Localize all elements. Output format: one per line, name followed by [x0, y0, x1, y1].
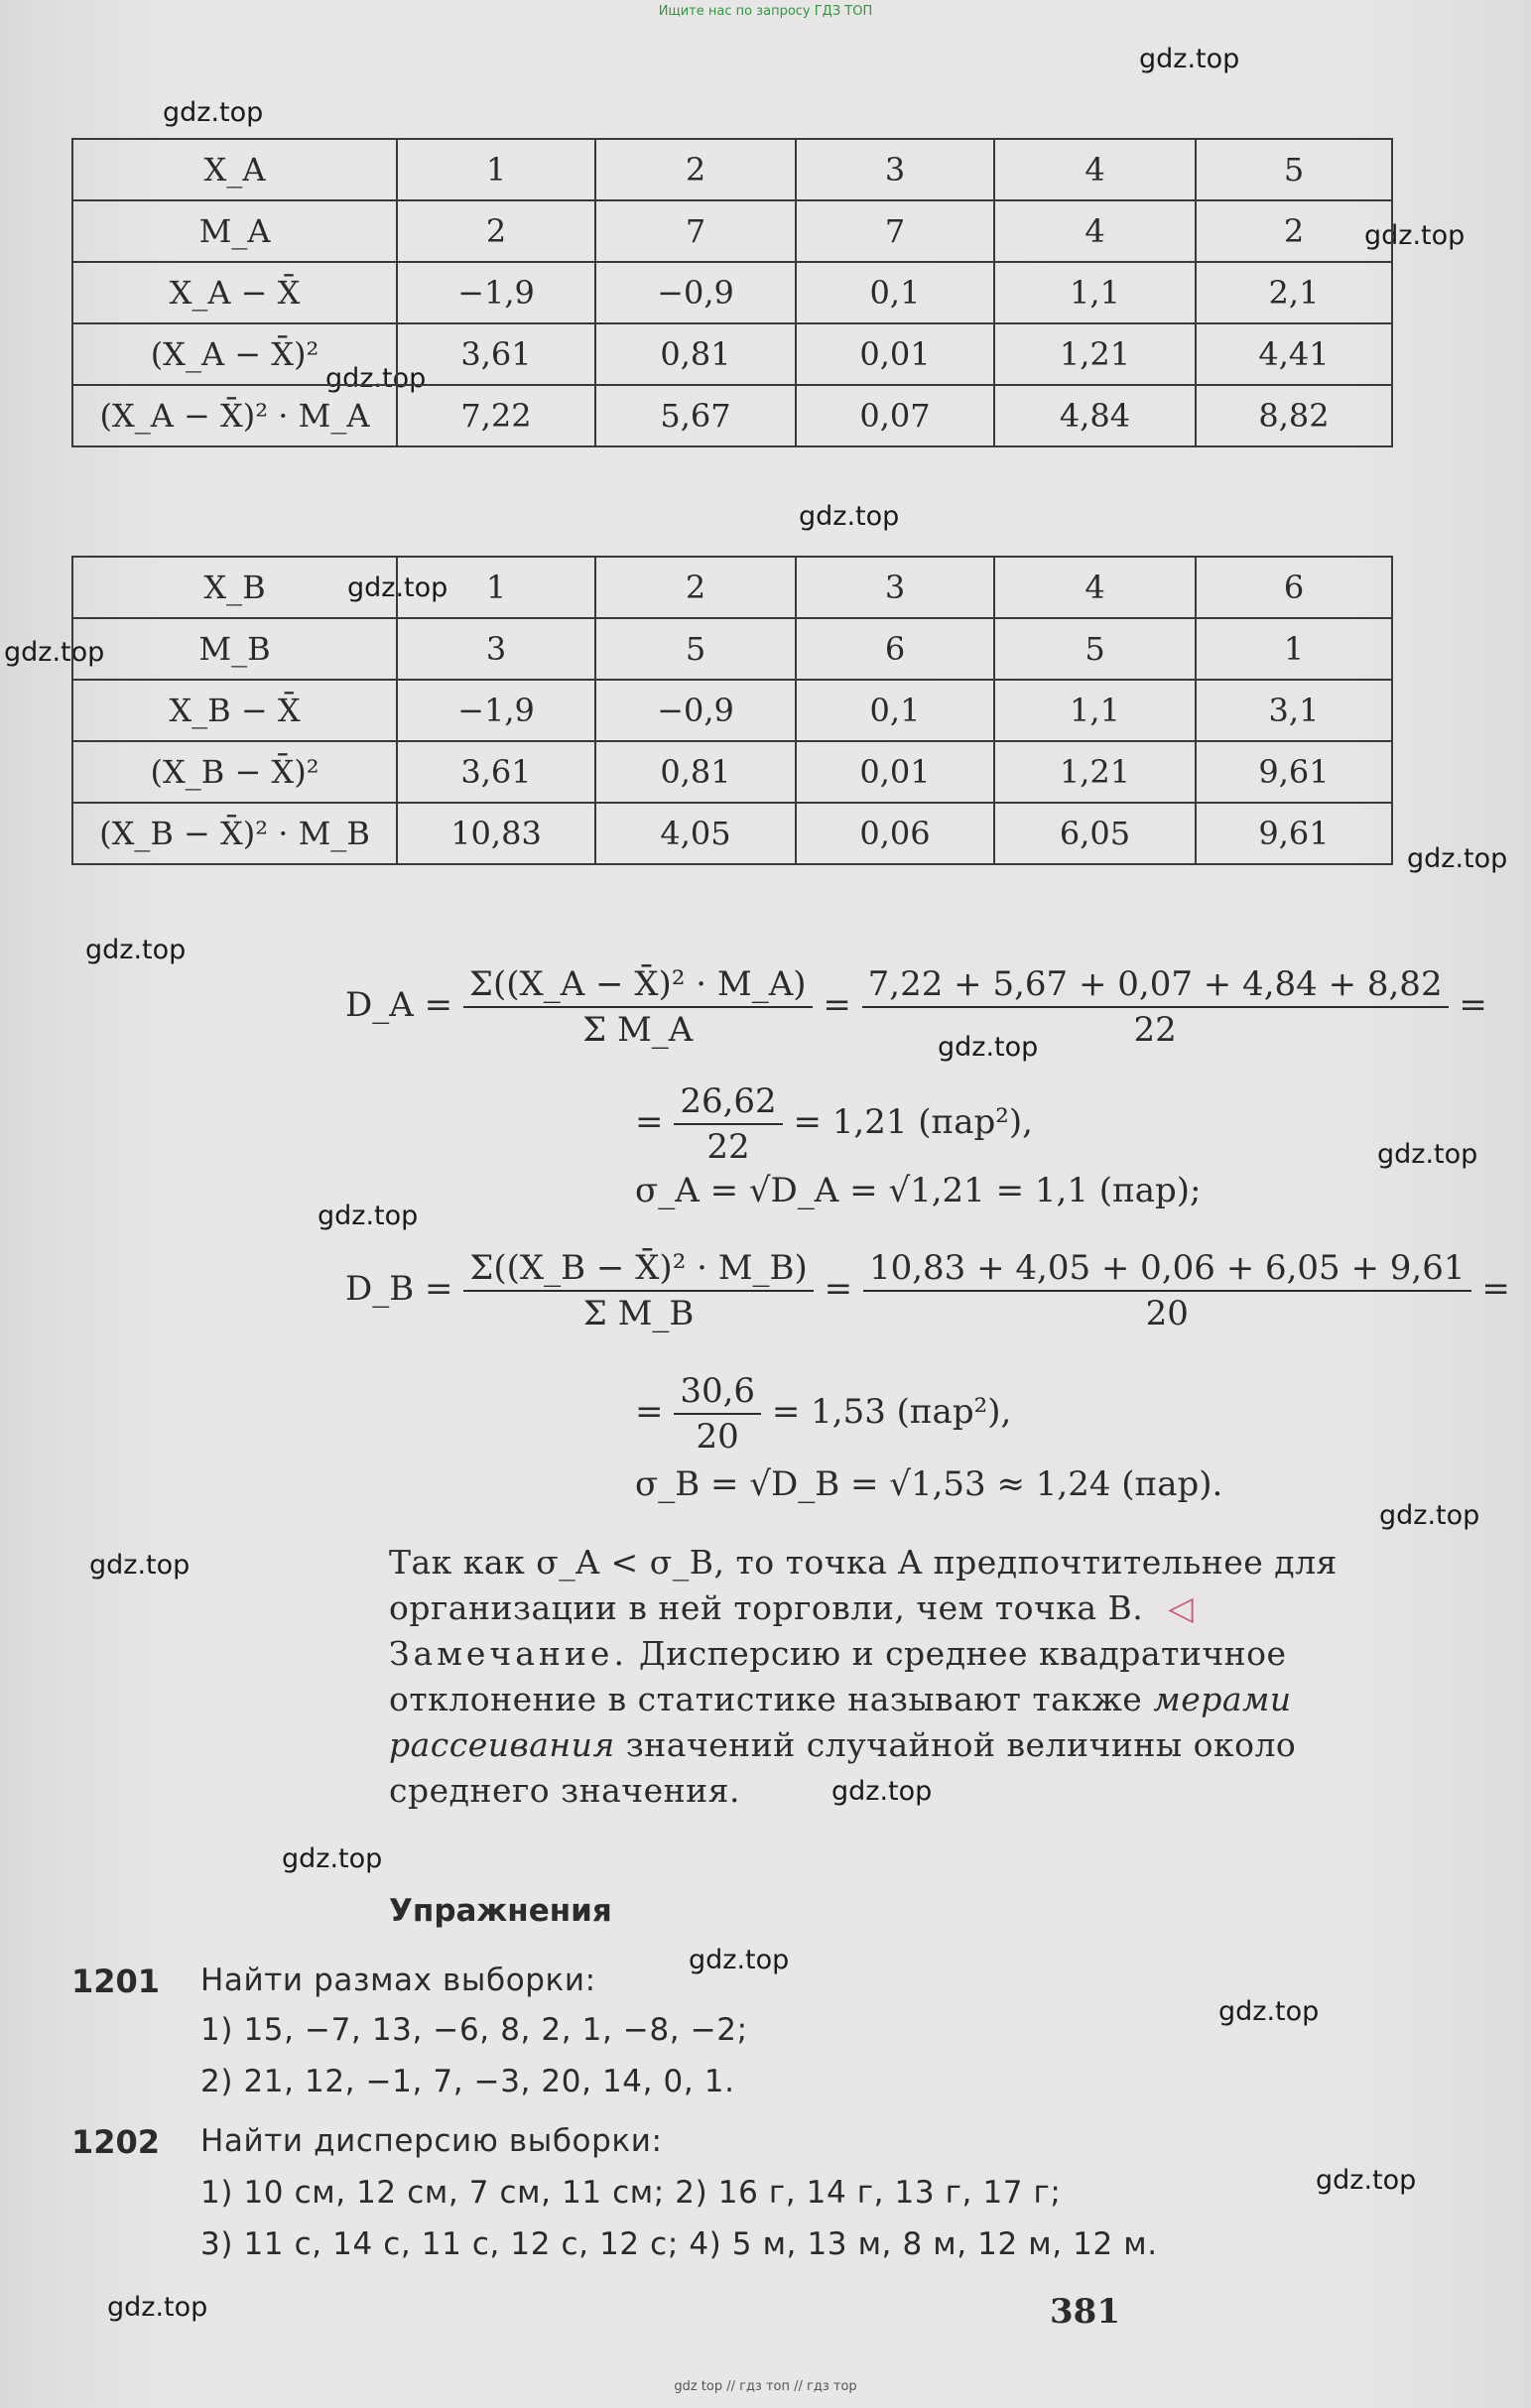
table-a [71, 138, 1393, 447]
conclusion-line [389, 1677, 1391, 1722]
cell: 4,84 [994, 385, 1196, 446]
cell: 1 [1196, 618, 1392, 680]
exercise-1201 [71, 1963, 160, 2000]
table-row [72, 200, 1392, 262]
cell: 3,61 [397, 741, 595, 803]
cell: 4 [994, 139, 1196, 200]
watermark: gdz.top [85, 935, 187, 965]
watermark: gdz.top [1379, 1500, 1480, 1531]
exercise-number: 1201 [71, 1963, 161, 2000]
cell: 2 [595, 139, 796, 200]
db-sum-fraction [863, 1248, 1471, 1333]
da-tail-equals: = [1459, 985, 1487, 1025]
conclusion-paragraph [389, 1540, 1391, 1814]
cell: 7 [595, 200, 796, 262]
row-label: (X_B − X̄)² · M_B [72, 803, 397, 864]
watermark: gdz.top [799, 501, 900, 532]
cell: 0,01 [796, 741, 994, 803]
da-sum-denominator: 22 [1133, 1010, 1177, 1050]
cell: 1,1 [994, 262, 1196, 323]
db-numerator: Σ((X_B − X̄)² · M_B) [463, 1248, 813, 1292]
cell: 8,82 [1196, 385, 1392, 446]
table-row [72, 803, 1392, 864]
db2-denominator: 20 [696, 1417, 739, 1457]
cell: 5 [1196, 139, 1392, 200]
exercise-1202 [71, 2123, 160, 2161]
cell: 3,61 [397, 323, 595, 385]
cell: 2 [595, 557, 796, 618]
db-sum-denominator: 20 [1145, 1294, 1189, 1333]
cell: 5 [595, 618, 796, 680]
cell: 9,61 [1196, 803, 1392, 864]
conclusion-line [389, 1585, 1391, 1631]
watermark: gdz.top [163, 97, 264, 128]
cell: −0,9 [595, 680, 796, 741]
cell: 1,1 [994, 680, 1196, 741]
row-label: X_A [72, 139, 397, 200]
db-sum-numerator: 10,83 + 4,05 + 0,06 + 6,05 + 9,61 [863, 1248, 1471, 1292]
cell: 1,21 [994, 323, 1196, 385]
cell: 10,83 [397, 803, 595, 864]
row-label: (X_B − X̄)² [72, 741, 397, 803]
watermark: gdz.top [347, 572, 448, 603]
cell: −1,9 [397, 262, 595, 323]
db2-result: = 1,53 (пар²), [771, 1392, 1012, 1432]
watermark: gdz.top [689, 1945, 790, 1975]
watermark: gdz.top [1316, 2165, 1417, 2196]
formula-sigma-a: σ_A = √D_A = √1,21 = 1,1 (пар); [635, 1171, 1202, 1210]
db2-numerator: 30,6 [674, 1371, 761, 1415]
bottom-banner: gdz top // гдз топ // гдз тор [674, 2379, 857, 2394]
table-b [71, 556, 1393, 865]
cell: 3 [796, 557, 994, 618]
db-tail-equals: = [1481, 1269, 1510, 1309]
conclusion-line: среднего значения. [389, 1771, 740, 1810]
cell: 0,1 [796, 262, 994, 323]
da2-equals: = [635, 1102, 664, 1142]
db-equals: = [824, 1269, 853, 1309]
conclusion-line [389, 1631, 1391, 1677]
formula-da [345, 964, 1487, 1050]
watermark: gdz.top [831, 1776, 933, 1807]
watermark: gdz.top [318, 1201, 419, 1231]
cell: 0,1 [796, 680, 994, 741]
watermark: gdz.top [1364, 220, 1466, 251]
watermark: gdz.top [1407, 843, 1508, 874]
da2-denominator: 22 [706, 1127, 750, 1167]
row-label: X_A − X̄ [72, 262, 397, 323]
exercise-line: 2) 21, 12, −1, 7, −3, 20, 14, 0, 1. [200, 2064, 735, 2099]
cell: 4 [994, 200, 1196, 262]
cell: 2 [1196, 200, 1392, 262]
cell: 1 [397, 139, 595, 200]
cell: 4,41 [1196, 323, 1392, 385]
cell: 7,22 [397, 385, 595, 446]
conclusion-line [389, 1722, 1391, 1768]
formula-sigma-b: σ_B = √D_B = √1,53 ≈ 1,24 (пар). [635, 1464, 1223, 1504]
cell: 1,21 [994, 741, 1196, 803]
exercises-heading: Упражнения [389, 1893, 612, 1929]
cell: 0,81 [595, 741, 796, 803]
top-banner: Ищите нас по запросу ГДЗ ТОП [658, 4, 873, 19]
page-number: 381 [1050, 2292, 1120, 2332]
cell: 0,06 [796, 803, 994, 864]
cell: 2 [397, 200, 595, 262]
formula-da-result [635, 1081, 1033, 1167]
db2-fraction [674, 1371, 761, 1457]
conclusion-line: Так как σ_A < σ_B, то точка A предпочтительнее для [389, 1543, 1338, 1582]
table-row [72, 557, 1392, 618]
table-row [72, 680, 1392, 741]
da-denominator: Σ M_A [582, 1010, 694, 1050]
table-row [72, 262, 1392, 323]
db2-equals: = [635, 1392, 664, 1432]
cell: 3 [796, 139, 994, 200]
row-label: M_A [72, 200, 397, 262]
da-sum-numerator: 7,22 + 5,67 + 0,07 + 4,84 + 8,82 [862, 964, 1449, 1008]
conclusion-line-text: Дисперсию и среднее квадратичное [638, 1634, 1287, 1673]
conclusion-line-text: значений случайной величины около [625, 1725, 1297, 1764]
conclusion-line-text: организации в ней торговли, чем точка B. [389, 1588, 1144, 1627]
cell: 6 [1196, 557, 1392, 618]
db-denominator: Σ M_B [582, 1294, 695, 1333]
cell: 6,05 [994, 803, 1196, 864]
watermark: gdz.top [89, 1550, 191, 1581]
row-label: (X_A − X̄)² · M_A [72, 385, 397, 446]
watermark: gdz.top [107, 2292, 208, 2323]
cell: 5,67 [595, 385, 796, 446]
remark-label: Замечание. [389, 1634, 628, 1673]
cell: 4 [994, 557, 1196, 618]
cell: 7 [796, 200, 994, 262]
watermark: gdz.top [4, 637, 105, 668]
exercise-number: 1202 [71, 2123, 161, 2161]
cell: 1 [397, 557, 595, 618]
exercise-title: Найти размах выборки: [200, 1963, 596, 1998]
da-sum-fraction [862, 964, 1449, 1050]
cell: 3,1 [1196, 680, 1392, 741]
exercise-line: 3) 11 с, 14 с, 11 с, 12 с, 12 с; 4) 5 м, 13 м, 8 м, 12 м, 12 м. [200, 2226, 1158, 2262]
cell: 4,05 [595, 803, 796, 864]
table-row [72, 618, 1392, 680]
da-lhs: D_A = [345, 985, 453, 1025]
cell: 9,61 [1196, 741, 1392, 803]
watermark: gdz.top [938, 1032, 1039, 1063]
table-row [72, 323, 1392, 385]
cell: 5 [994, 618, 1196, 680]
conclusion-line-text: отклонение в статистике называют также [389, 1680, 1143, 1718]
da2-numerator: 26,62 [674, 1081, 782, 1125]
table-row [72, 741, 1392, 803]
table-row [72, 139, 1392, 200]
watermark: gdz.top [1377, 1139, 1478, 1170]
da-equals: = [823, 985, 851, 1025]
cell: 0,01 [796, 323, 994, 385]
watermark: gdz.top [1139, 44, 1240, 74]
table-row [72, 385, 1392, 446]
formula-db [345, 1248, 1510, 1333]
exercise-title: Найти дисперсию выборки: [200, 2123, 663, 2159]
row-label: X_B − X̄ [72, 680, 397, 741]
da2-fraction [674, 1081, 782, 1167]
cell: 0,07 [796, 385, 994, 446]
exercise-line: 1) 10 см, 12 см, 7 см, 11 см; 2) 16 г, 14 г, 13 г, 17 г; [200, 2175, 1062, 2211]
italic-term: рассеивания [389, 1725, 615, 1764]
cell: −1,9 [397, 680, 595, 741]
da-fraction [463, 964, 813, 1050]
da2-result: = 1,21 (пар²), [793, 1102, 1033, 1142]
watermark: gdz.top [325, 363, 427, 394]
cell: 0,81 [595, 323, 796, 385]
cell: −0,9 [595, 262, 796, 323]
cell: 6 [796, 618, 994, 680]
formula-db-result [635, 1371, 1011, 1457]
cell: 3 [397, 618, 595, 680]
row-label: (X_A − X̄)² [72, 323, 397, 385]
row-label: M_B [72, 618, 397, 680]
italic-term: мерами [1153, 1680, 1292, 1718]
watermark: gdz.top [282, 1843, 383, 1874]
exercise-line: 1) 15, −7, 13, −6, 8, 2, 1, −8, −2; [200, 2012, 748, 2048]
da-numerator: Σ((X_A − X̄)² · M_A) [463, 964, 813, 1008]
db-fraction [463, 1248, 813, 1333]
cell: 2,1 [1196, 262, 1392, 323]
triangle-left-icon: ◁ [1168, 1588, 1195, 1627]
row-label: X_B [72, 557, 397, 618]
db-lhs: D_B = [345, 1269, 453, 1309]
watermark: gdz.top [1218, 1996, 1320, 2027]
